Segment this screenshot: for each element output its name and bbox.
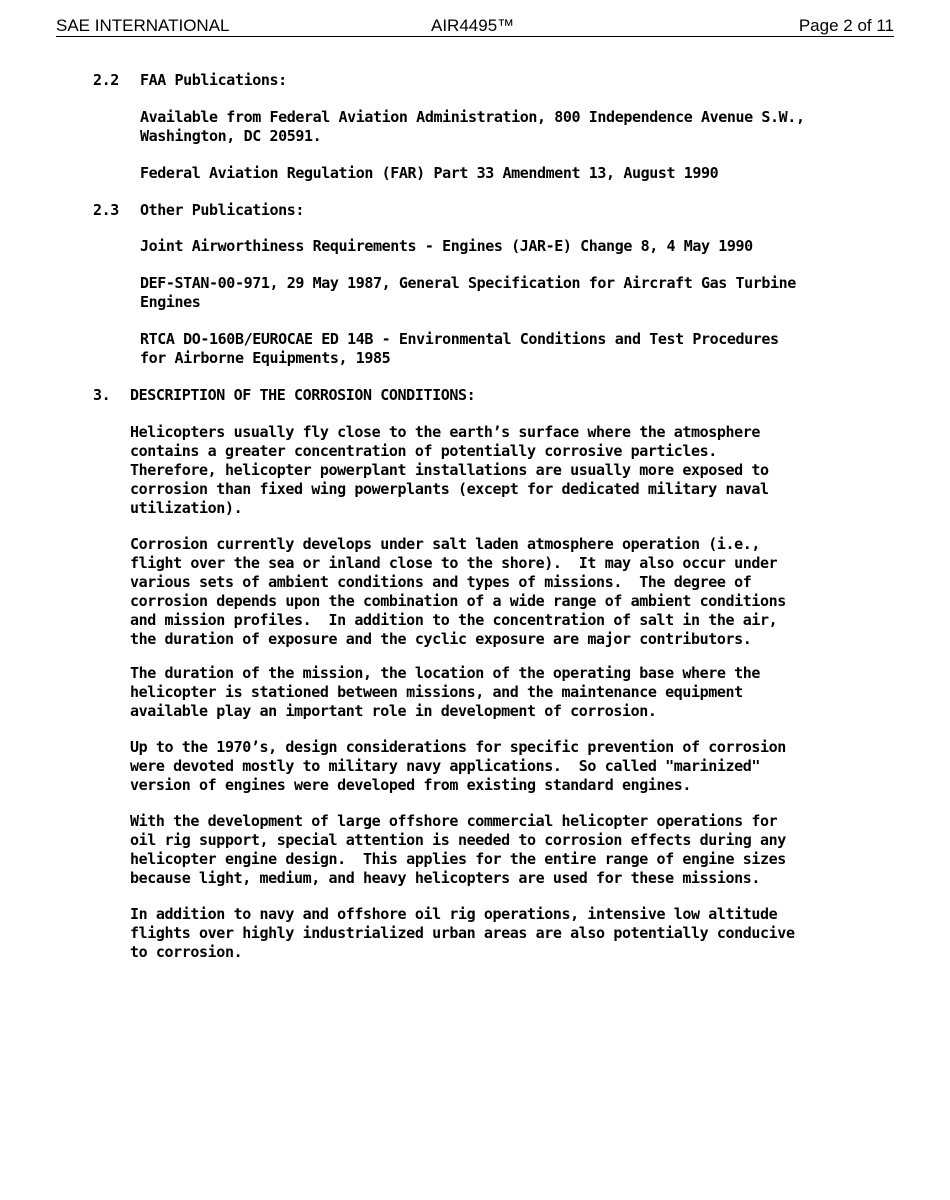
section-3-paragraph-5: With the development of large offshore commercial helicopter operations for oil rig support, special attention is needed to corrosion effects during any helicopter engine design. This applies for the entire range of engine sizes because light, medium, and heavy helicopters are used for these missions. bbox=[130, 812, 786, 887]
section-3-paragraph-1: Helicopters usually fly close to the earth’s surface where the atmosphere contains a greater concentration of potentially corrosive particles. Therefore, helicopter powerplant installations are usually more exposed to corrosion than fixed wing powerplants (except for dedicated military naval utilization). bbox=[130, 423, 769, 517]
section-2-3-title: Other Publications: bbox=[140, 201, 304, 219]
section-3-number: 3. bbox=[93, 386, 111, 404]
section-3-paragraph-2: Corrosion currently develops under salt laden atmosphere operation (i.e., flight over the sea or inland close to the shore). It may also occur under various sets of ambient conditions and types of missions. The degree of corrosion depends upon the combination of a wide range of ambient conditions and mission profiles. In addition to the concentration of salt in the air, the duration of exposure and the cyclic exposure are major contributors. bbox=[130, 535, 786, 648]
section-2-3-paragraph-3: RTCA DO-160B/EUROCAE ED 14B - Environmental Conditions and Test Procedures for Airborne Equipments, 1985 bbox=[140, 330, 779, 367]
section-2-3-paragraph-1: Joint Airworthiness Requirements - Engines (JAR-E) Change 8, 4 May 1990 bbox=[140, 237, 753, 255]
section-2-2-number: 2.2 bbox=[93, 71, 119, 89]
section-3-paragraph-4: Up to the 1970’s, design considerations for specific prevention of corrosion were devoted mostly to military navy applications. So called "marinized" version of engines were developed from existing standard engines. bbox=[130, 738, 786, 794]
section-2-2-paragraph-1: Available from Federal Aviation Administration, 800 Independence Avenue S.W., Washington, DC 20591. bbox=[140, 108, 805, 145]
section-3-title: DESCRIPTION OF THE CORROSION CONDITIONS: bbox=[130, 386, 476, 404]
page-header bbox=[56, 16, 894, 37]
section-2-2-paragraph-2: Federal Aviation Regulation (FAR) Part 33 Amendment 13, August 1990 bbox=[140, 164, 719, 182]
section-3-paragraph-6: In addition to navy and offshore oil rig operations, intensive low altitude flights over highly industrialized urban areas are also potentially conducive to corrosion. bbox=[130, 905, 795, 961]
section-3-paragraph-3: The duration of the mission, the location of the operating base where the helicopter is stationed between missions, and the maintenance equipment available play an important role in development of corrosion. bbox=[130, 664, 761, 720]
header-page-number: Page 2 of 11 bbox=[798, 16, 894, 35]
header-org: SAE INTERNATIONAL bbox=[56, 16, 230, 35]
header-doc-id: AIR4495™ bbox=[431, 16, 515, 35]
section-2-3-paragraph-2: DEF-STAN-00-971, 29 May 1987, General Specification for Aircraft Gas Turbine Engines bbox=[140, 274, 796, 311]
section-2-2-title: FAA Publications: bbox=[140, 71, 287, 89]
section-2-3-number: 2.3 bbox=[93, 201, 119, 219]
